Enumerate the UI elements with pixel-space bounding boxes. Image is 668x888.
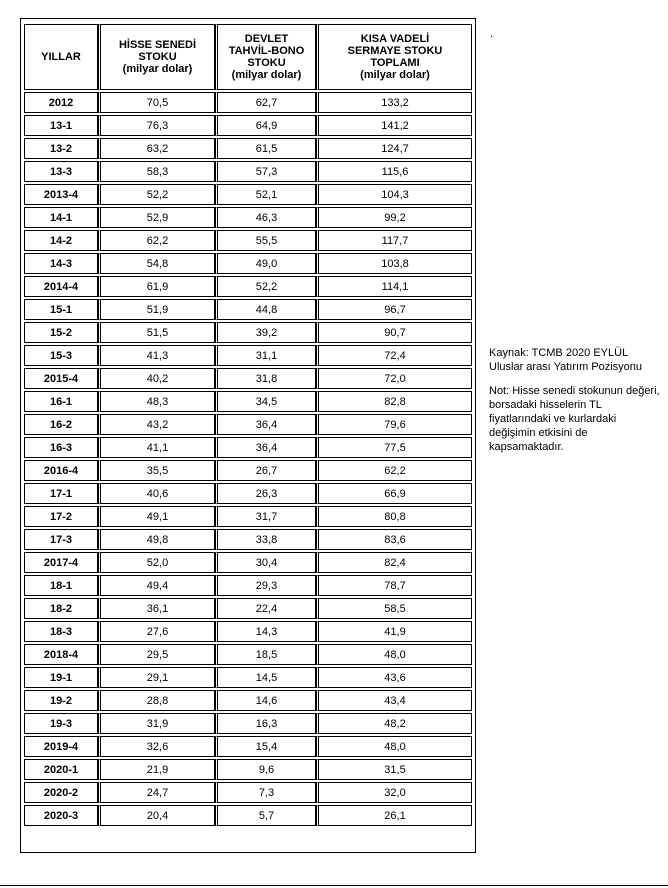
cell-equity-stock: 20,4 bbox=[98, 805, 215, 826]
cell-government-bond-stock: 46,3 bbox=[215, 207, 316, 228]
cell-year: 2018-4 bbox=[24, 644, 98, 665]
table-row bbox=[24, 391, 472, 412]
cell-total: 141,2 bbox=[316, 115, 472, 136]
cell-total: 43,4 bbox=[316, 690, 472, 711]
cell-year: 2017-4 bbox=[24, 552, 98, 573]
cell-year: 2013-4 bbox=[24, 184, 98, 205]
cell-government-bond-stock: 57,3 bbox=[215, 161, 316, 182]
table-row bbox=[24, 667, 472, 688]
cell-year: 16-2 bbox=[24, 414, 98, 435]
table-row bbox=[24, 598, 472, 619]
table-row bbox=[24, 345, 472, 366]
cell-equity-stock: 41,1 bbox=[98, 437, 215, 458]
cell-total: 43,6 bbox=[316, 667, 472, 688]
cell-equity-stock: 58,3 bbox=[98, 161, 215, 182]
cell-equity-stock: 70,5 bbox=[98, 92, 215, 113]
cell-government-bond-stock: 52,1 bbox=[215, 184, 316, 205]
header-row bbox=[24, 24, 472, 90]
note-text: Not: Hisse senedi stokunun değeri, borsadaki hisselerin TL fiyatlarındaki ve kurlardaki değişimin etkisini de kapsamaktadır. bbox=[489, 385, 660, 453]
cell-total: 99,2 bbox=[316, 207, 472, 228]
table-row bbox=[24, 782, 472, 803]
table-row bbox=[24, 414, 472, 435]
header-years: YILLAR bbox=[24, 24, 98, 90]
header-government-bond-stock: DEVLET TAHVİL-BONO STOKU (milyar dolar) bbox=[215, 24, 316, 90]
header-short-term-capital-total: KISA VADELİ SERMAYE STOKU TOPLAMI (milyar dolar) bbox=[316, 24, 472, 90]
cell-equity-stock: 35,5 bbox=[98, 460, 215, 481]
cell-government-bond-stock: 22,4 bbox=[215, 598, 316, 619]
cell-total: 117,7 bbox=[316, 230, 472, 251]
table-row bbox=[24, 437, 472, 458]
cell-total: 96,7 bbox=[316, 299, 472, 320]
cell-equity-stock: 40,6 bbox=[98, 483, 215, 504]
table-row bbox=[24, 713, 472, 734]
table-row bbox=[24, 92, 472, 113]
cell-government-bond-stock: 52,2 bbox=[215, 276, 316, 297]
cell-year: 2020-2 bbox=[24, 782, 98, 803]
cell-total: 48,0 bbox=[316, 736, 472, 757]
cell-total: 82,4 bbox=[316, 552, 472, 573]
cell-equity-stock: 63,2 bbox=[98, 138, 215, 159]
cell-year: 2015-4 bbox=[24, 368, 98, 389]
cell-year: 13-2 bbox=[24, 138, 98, 159]
cell-total: 79,6 bbox=[316, 414, 472, 435]
cell-government-bond-stock: 30,4 bbox=[215, 552, 316, 573]
cell-year: 2020-3 bbox=[24, 805, 98, 826]
cell-year: 2016-4 bbox=[24, 460, 98, 481]
source-text: Kaynak: TCMB 2020 EYLÜL Uluslar arası Yatırım Pozisyonu bbox=[489, 347, 643, 373]
cell-total: 31,5 bbox=[316, 759, 472, 780]
cell-government-bond-stock: 62,7 bbox=[215, 92, 316, 113]
table-row bbox=[24, 736, 472, 757]
cell-year: 17-3 bbox=[24, 529, 98, 550]
cell-equity-stock: 29,1 bbox=[98, 667, 215, 688]
table-row bbox=[24, 759, 472, 780]
table-row bbox=[24, 207, 472, 228]
cell-equity-stock: 52,9 bbox=[98, 207, 215, 228]
cell-equity-stock: 48,3 bbox=[98, 391, 215, 412]
table-row bbox=[24, 690, 472, 711]
cell-equity-stock: 43,2 bbox=[98, 414, 215, 435]
cell-equity-stock: 51,9 bbox=[98, 299, 215, 320]
cell-total: 78,7 bbox=[316, 575, 472, 596]
table-row bbox=[24, 644, 472, 665]
cell-total: 72,4 bbox=[316, 345, 472, 366]
cell-year: 16-3 bbox=[24, 437, 98, 458]
cell-year: 14-3 bbox=[24, 253, 98, 274]
cell-equity-stock: 51,5 bbox=[98, 322, 215, 343]
cell-government-bond-stock: 64,9 bbox=[215, 115, 316, 136]
cell-government-bond-stock: 16,3 bbox=[215, 713, 316, 734]
cell-government-bond-stock: 7,3 bbox=[215, 782, 316, 803]
table-row bbox=[24, 299, 472, 320]
cell-total: 103,8 bbox=[316, 253, 472, 274]
cell-equity-stock: 49,4 bbox=[98, 575, 215, 596]
cell-government-bond-stock: 49,0 bbox=[215, 253, 316, 274]
cell-equity-stock: 36,1 bbox=[98, 598, 215, 619]
cell-equity-stock: 21,9 bbox=[98, 759, 215, 780]
cell-total: 82,8 bbox=[316, 391, 472, 412]
cell-total: 32,0 bbox=[316, 782, 472, 803]
cell-total: 90,7 bbox=[316, 322, 472, 343]
table-row bbox=[24, 253, 472, 274]
cell-year: 13-1 bbox=[24, 115, 98, 136]
cell-year: 19-1 bbox=[24, 667, 98, 688]
cell-total: 104,3 bbox=[316, 184, 472, 205]
cell-government-bond-stock: 26,3 bbox=[215, 483, 316, 504]
table-row bbox=[24, 483, 472, 504]
cell-year: 2020-1 bbox=[24, 759, 98, 780]
cell-year: 18-2 bbox=[24, 598, 98, 619]
cell-year: 15-3 bbox=[24, 345, 98, 366]
table-row bbox=[24, 115, 472, 136]
table-row bbox=[24, 506, 472, 527]
table-row bbox=[24, 230, 472, 251]
cell-equity-stock: 40,2 bbox=[98, 368, 215, 389]
table-row bbox=[24, 276, 472, 297]
cell-equity-stock: 41,3 bbox=[98, 345, 215, 366]
cell-equity-stock: 32,6 bbox=[98, 736, 215, 757]
side-note bbox=[489, 346, 661, 464]
table-row bbox=[24, 805, 472, 826]
cell-total: 72,0 bbox=[316, 368, 472, 389]
cell-government-bond-stock: 44,8 bbox=[215, 299, 316, 320]
cell-equity-stock: 61,9 bbox=[98, 276, 215, 297]
cell-government-bond-stock: 31,1 bbox=[215, 345, 316, 366]
cell-equity-stock: 24,7 bbox=[98, 782, 215, 803]
cell-government-bond-stock: 29,3 bbox=[215, 575, 316, 596]
cell-government-bond-stock: 14,6 bbox=[215, 690, 316, 711]
cell-year: 18-3 bbox=[24, 621, 98, 642]
cell-government-bond-stock: 15,4 bbox=[215, 736, 316, 757]
cell-equity-stock: 76,3 bbox=[98, 115, 215, 136]
cell-year: 15-1 bbox=[24, 299, 98, 320]
table-row bbox=[24, 460, 472, 481]
cell-year: 18-1 bbox=[24, 575, 98, 596]
cell-total: 114,1 bbox=[316, 276, 472, 297]
cell-equity-stock: 29,5 bbox=[98, 644, 215, 665]
cell-equity-stock: 54,8 bbox=[98, 253, 215, 274]
cell-government-bond-stock: 14,5 bbox=[215, 667, 316, 688]
cell-total: 41,9 bbox=[316, 621, 472, 642]
cell-government-bond-stock: 33,8 bbox=[215, 529, 316, 550]
cell-government-bond-stock: 26,7 bbox=[215, 460, 316, 481]
cell-government-bond-stock: 14,3 bbox=[215, 621, 316, 642]
table-row bbox=[24, 138, 472, 159]
cell-total: 26,1 bbox=[316, 805, 472, 826]
cell-government-bond-stock: 34,5 bbox=[215, 391, 316, 412]
cell-year: 13-3 bbox=[24, 161, 98, 182]
cell-total: 115,6 bbox=[316, 161, 472, 182]
cell-year: 2019-4 bbox=[24, 736, 98, 757]
table-row bbox=[24, 322, 472, 343]
cell-government-bond-stock: 31,8 bbox=[215, 368, 316, 389]
cell-total: 80,8 bbox=[316, 506, 472, 527]
table-row bbox=[24, 184, 472, 205]
cell-year: 17-1 bbox=[24, 483, 98, 504]
cell-equity-stock: 49,8 bbox=[98, 529, 215, 550]
cell-year: 16-1 bbox=[24, 391, 98, 412]
cell-government-bond-stock: 5,7 bbox=[215, 805, 316, 826]
header-equity-stock: HİSSE SENEDİ STOKU (milyar dolar) bbox=[98, 24, 215, 90]
cell-year: 2012 bbox=[24, 92, 98, 113]
cell-government-bond-stock: 36,4 bbox=[215, 414, 316, 435]
cell-year: 14-1 bbox=[24, 207, 98, 228]
table-body bbox=[24, 92, 472, 826]
cell-total: 48,0 bbox=[316, 644, 472, 665]
table-row bbox=[24, 621, 472, 642]
cell-year: 17-2 bbox=[24, 506, 98, 527]
cell-government-bond-stock: 55,5 bbox=[215, 230, 316, 251]
table-row bbox=[24, 575, 472, 596]
cell-total: 77,5 bbox=[316, 437, 472, 458]
cell-equity-stock: 27,6 bbox=[98, 621, 215, 642]
cell-total: 133,2 bbox=[316, 92, 472, 113]
cell-total: 83,6 bbox=[316, 529, 472, 550]
cell-total: 62,2 bbox=[316, 460, 472, 481]
cell-total: 66,9 bbox=[316, 483, 472, 504]
cell-equity-stock: 28,8 bbox=[98, 690, 215, 711]
cell-government-bond-stock: 31,7 bbox=[215, 506, 316, 527]
header-unit: (milyar dolar) bbox=[360, 69, 430, 81]
table-row bbox=[24, 368, 472, 389]
cell-government-bond-stock: 18,5 bbox=[215, 644, 316, 665]
cell-total: 58,5 bbox=[316, 598, 472, 619]
cell-government-bond-stock: 9,6 bbox=[215, 759, 316, 780]
cell-total: 124,7 bbox=[316, 138, 472, 159]
cell-government-bond-stock: 39,2 bbox=[215, 322, 316, 343]
cell-equity-stock: 62,2 bbox=[98, 230, 215, 251]
cell-equity-stock: 49,1 bbox=[98, 506, 215, 527]
cell-year: 14-2 bbox=[24, 230, 98, 251]
cell-year: 19-2 bbox=[24, 690, 98, 711]
cell-equity-stock: 31,9 bbox=[98, 713, 215, 734]
cell-government-bond-stock: 61,5 bbox=[215, 138, 316, 159]
table-row bbox=[24, 529, 472, 550]
table-row bbox=[24, 552, 472, 573]
header-unit: (milyar dolar) bbox=[122, 63, 193, 75]
header-unit: (milyar dolar) bbox=[231, 69, 302, 81]
cell-total: 48,2 bbox=[316, 713, 472, 734]
cell-equity-stock: 52,2 bbox=[98, 184, 215, 205]
bottom-rule bbox=[0, 885, 668, 886]
cell-year: 19-3 bbox=[24, 713, 98, 734]
cell-equity-stock: 52,0 bbox=[98, 552, 215, 573]
capital-stock-table bbox=[24, 22, 472, 828]
table-row bbox=[24, 161, 472, 182]
stray-dot: . bbox=[490, 28, 494, 40]
cell-year: 15-2 bbox=[24, 322, 98, 343]
cell-government-bond-stock: 36,4 bbox=[215, 437, 316, 458]
cell-year: 2014-4 bbox=[24, 276, 98, 297]
